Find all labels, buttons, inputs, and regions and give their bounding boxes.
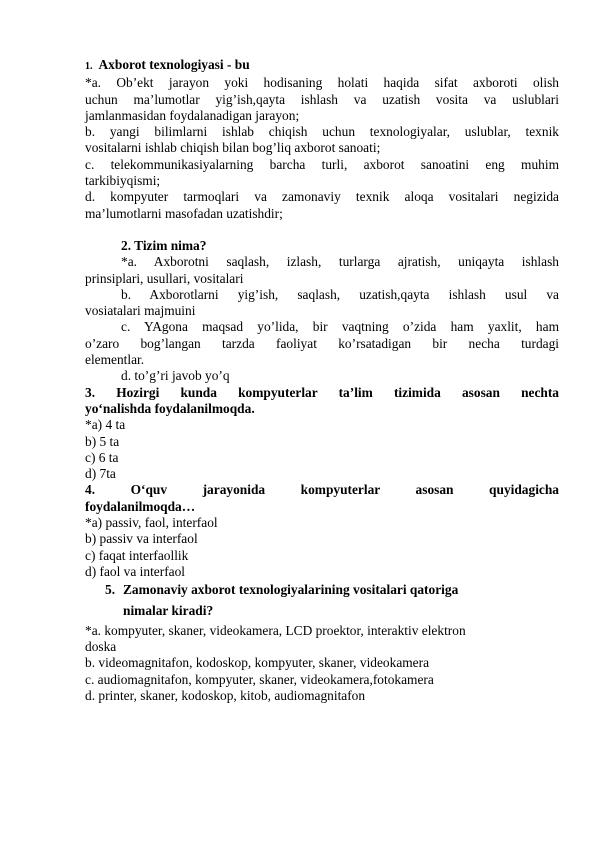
question-1 (85, 57, 559, 222)
question-5-title-line: nimalar kiradi? (123, 602, 214, 618)
q1-option-c-line: tarkibiyqismi; (85, 173, 161, 189)
question-2 (85, 238, 559, 385)
q1-option-a-line: *a. Ob’ekt jarayon yoki hodisaning holati haqida sifat axboroti olish (85, 75, 559, 91)
q1-option-d-line: d. kompyuter tarmoqlari va zamonaviy texnik aloqa vositalari negizida (85, 189, 559, 205)
document-page (85, 57, 559, 704)
question-4-title-line: 4. O‘quv jarayonida kompyuterlar asosan quyidagicha (85, 482, 559, 498)
q1-option-a-line: uchun ma’lumotlar yig’ish,qayta ishlash va uzatish vosita va uslublari (85, 91, 559, 107)
q3-option: d) 7ta (85, 466, 116, 482)
q1-option-b-line: b. yangi bilimlarni ishlab chiqish uchun texnologiyalar, uslublar, texnik (85, 124, 559, 140)
q2-option-c-line: c. YAgona maqsad yo’lida, bir vaqtning o’zida ham yaxlit, ham (121, 319, 559, 335)
q3-option: b) 5 ta (85, 433, 120, 449)
question-5 (85, 582, 559, 704)
question-3 (85, 385, 559, 483)
question-1-title (85, 57, 559, 75)
question-4 (85, 482, 559, 580)
question-5-title-text: Zamonaviy axborot texnologiyalarining vositalari qatoriga (123, 582, 459, 598)
question-3-title-line: 3. Hozirgi kunda kompyuterlar ta’lim tizimida asosan nechta (85, 384, 559, 400)
q2-option-c-line: elementlar. (85, 352, 145, 368)
q4-option: d) faol va interfaol (85, 563, 186, 579)
q1-option-d-line: ma’lumotlarni masofadan uzatishdir; (85, 205, 283, 221)
question-3-title-line: yo‘nalishda foydalanilmoqda. (85, 400, 255, 416)
q3-option: c) 6 ta (85, 449, 119, 465)
q5-option-a-line: *a. kompyuter, skaner, videokamera, LCD proektor, interaktiv elektron (85, 622, 466, 638)
spacer (85, 222, 559, 238)
q5-option-d: d. printer, skaner, kodoskop, kitob, audiomagnitafon (85, 687, 366, 703)
q2-option-b-line: vosiatalari majmuini (85, 303, 196, 319)
question-4-title-line: foydalanilmoqda… (85, 498, 196, 514)
q4-option: c) faqat interfaollik (85, 547, 189, 563)
q5-option-b: b. videomagnitafon, kodoskop, kompyuter, skaner, videokamera (85, 655, 430, 671)
question-5-number: 5. (105, 582, 116, 598)
q5-option-a-line: doska (85, 639, 117, 655)
q4-option: b) passiv va interfaol (85, 531, 198, 547)
q5-option-c: c. audiomagnitafon, kompyuter, skaner, videokamera,fotokamera (85, 671, 434, 687)
q1-option-c-line: c. telekommunikasiyalarning barcha turli, axborot sanoatini eng muhim (85, 156, 559, 172)
q1-option-a-line: jamlanmasidan foydalanadigan jarayon; (85, 107, 300, 123)
q4-option: *a) passiv, faol, interfaol (85, 515, 218, 531)
question-2-title: 2. Tizim nima? (121, 237, 207, 253)
q2-option-c-line: o’zaro bog’langan tarzda faoliyat ko’rsatadigan bir necha turdagi (85, 335, 559, 351)
q3-option: *a) 4 ta (85, 417, 126, 433)
q2-option-a-line: prinsiplari, usullari, vositalari (85, 270, 244, 286)
question-5-title-line (105, 582, 559, 598)
q2-option-a-line: *a. Axborotni saqlash, izlash, turlarga ajratish, uniqayta ishlash (121, 254, 559, 270)
question-1-title-text: Axborot texnologiyasi - bu (98, 57, 250, 72)
q2-option-d: d. to’g’ri javob yo’q (121, 368, 230, 384)
q1-option-b-line: vositalarni ishlab chiqish bilan bog’liq axborot sanoati; (85, 140, 381, 156)
question-1-number: 1. (85, 61, 93, 72)
q2-option-b-line: b. Axborotlarni yig’ish, saqlash, uzatish,qayta ishlash usul va (121, 286, 559, 302)
question-5-title (85, 582, 559, 619)
